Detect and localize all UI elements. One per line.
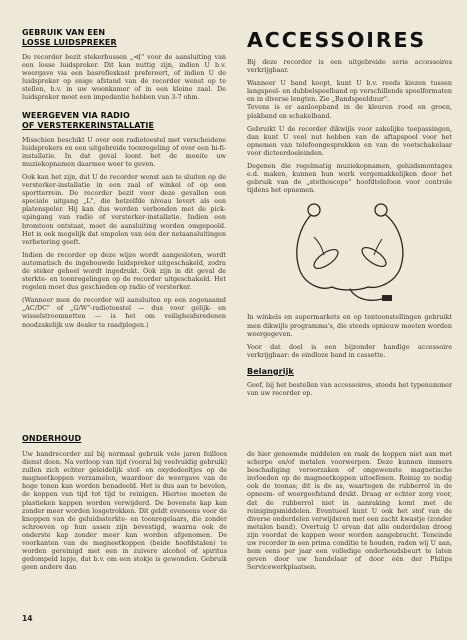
paragraph: Gebruikt U de recorder dikwijls voor zakelijke toepassingen, dan kunt U veel nut hebben van de aftapspoel voor het opnemen van telefoongesprekken en van de voetschakelaar voor dicteerdoeleinden. xyxy=(247,124,452,157)
paragraph: De recorder bezit stekerbussen „⊲[" voor de aansluiting van een losse luidspreker. Dit kan nuttig zijn, indien U b.v. weergave via een basreflexkast prefereert, of indien U de luidspreker op enige afstand van de recorder wenst op te stellen, b.v. in uw woonkamer of in een kleine zaal. De luidspreker moet een impedantie hebben van 3-7 ohm. xyxy=(22,53,226,102)
onderhoud-section xyxy=(22,434,452,576)
paragraph: Degenen die regelmatig muziekopnamen, geluidsmontages e.d. maken, kunnen hun werk vergemakkelijken door het gebruik van de „stethoscope" hoofdtelefoon voor controle tijdens het opnemen. xyxy=(247,162,452,195)
section-title-line: GEBRUIK VAN EEN xyxy=(22,28,106,37)
section-title-radio xyxy=(22,111,226,131)
onderhoud-column-left xyxy=(22,450,227,576)
paragraph: Geef, bij het bestellen van accessoires, steeds het typenummer van uw recorder op. xyxy=(247,380,452,397)
page-number: 14 xyxy=(22,614,33,623)
section-title-line: OF VERSTERKERINSTALLATIE xyxy=(22,120,155,130)
paragraph: de hier genoemde middelen en raak de koppen niet aan met scherpe en/of metalen voorwerpen. Deze kunnen immers beschadiging veroorzaken of ongewenste magnetische invloeden op de magneetkoppen uitoefenen. Reinig zo nodig ook de toonas; dit is de as, waartegen de rubberrol in de opneem- of weergeefstand drukt. Draag er echter zorg voor, dat de rubberrol niet in aanraking komt met de reinigingsmiddelen. Eventueel kunt U ook het stof van de diverse onderdelen verwijderen met een zacht kwastje (zonder metalen band). Overtuig U ervan dat alle onderdelen droog zijn voordat de kappen weer worden aangebracht. Teneinde uw recorder in een prima conditie te houden, raden wij U aan, hem eens per jaar een volledige onderhoudsbeurt te laten geven door uw handelaar of door één der Philips Servicewerkplaatsen. xyxy=(247,450,452,572)
paragraph: Tevens is er aanloopband in de kleuren rood en groen, plakband en schakelband. xyxy=(247,103,452,120)
paragraph: (Wanneer men de recorder wil aansluiten op een zogenaamd „AC/DC" of „G/W"-radiotoestel — dus voor gelijk- en wisselstroomnetten — is het om veiligheidsredenen noodzakelijk uw dealer te raadplegen.) xyxy=(22,296,226,329)
section-title-line: WEERGEVEN VIA RADIO xyxy=(22,110,130,120)
section-title-line: LOSSE LUIDSPREKER xyxy=(22,38,117,47)
paragraph: Voor dat doel is een bijzonder handige accessoire verkrijgbaar: de eindloze band in cassette. xyxy=(247,342,452,359)
paragraph: Wanneer U band koopt, kunt U b.v. reeds kiezen tussen langspeel- en dubbelspeelband op verschillende spoelformaten en in diverse lengten. Zie „Bandspeelduur". xyxy=(247,79,452,104)
onderhoud-column-right xyxy=(247,450,452,576)
paragraph: In winkels en supermarkets en op tentoonstellingen gebruikt men dikwijls programma's, die steeds opnieuw moeten worden weergegeven. xyxy=(247,313,452,338)
heading-text: ONDERHOUD xyxy=(22,434,82,443)
paragraph: Uw bandrecorder zal bij normaal gebruik vele jaren feilloos dienst doen. Na verloop van tijd (vooral bij veelvuldig gebruik) zullen zich echter geleidelijk stof- en oxydedeeltjes op de magneetkoppen verzamelen, waardoor de weergave van de hoge tonen kan worden benadeeld. Het is dus aan te bevelen, de koppen van tijd tot tijd te reinigen. Hiertoe moeten de plastieken kappen worden verwijderd. De bovenste kap kan zonder meer worden losgetrokken. Dit geldt eveneens voor de knoppen van de geluidssterkte- en toonregelaars, die zonder schroeven op hun assen zijn bevestigd, waarna ook de onderste kap zonder meer kan worden afgenomen. De voorkanten van de magneetkoppen (beide hoofdstalen) te worden gereinigd met een in zuivere alcohol of spiritus gedompeld lapje, dat b.v. om een stokje is gewonden. Gebruik geen andere dan xyxy=(22,450,227,572)
paragraph: Misschien beschikt U over een radiotoestel met verscheidene luidsprekers en een uitgebreide toonregeling of over een hi-fi-installatie. In dat geval loont het de moeite uw muziekopnamen daarmee weer te geven. xyxy=(22,135,226,168)
paragraph: Ook kan het zijn, dat U de recorder wenst aan te sluiten op de versterker-installatie in een zaal of winkel of op een sportterrein. De recorder bezit voor deze gevallen een speciale uitgang „L", die hetzelfde niveau levert als een platenspeler. Hij kan dus worden verbonden met de pick-upingang van radio of versterker-installatie. Indien een bromtoon ontstaat, moet de aansluiting worden omgepoold. Het is ook mogelijk dat ompolen van één der netaansluitingen verbetering geeft. xyxy=(22,172,226,246)
left-column xyxy=(22,28,226,334)
paragraph: Indien de recorder op deze wijze wordt aangesloten, wordt automatisch de ingebouwde luidspreker uitgeschakeld, zodra de steker geheel wordt ingedrukt. Ook zijn in dit geval de sterkte- en toonregelingen op de recorder uitgeschakeld. Het regelen moet dus geschieden op radio of versterker. xyxy=(22,250,226,292)
belangrijk-heading xyxy=(247,367,452,377)
right-column xyxy=(247,28,452,402)
heading-text: Belangrijk xyxy=(247,366,294,376)
section-title-loudspeaker xyxy=(22,28,226,48)
onderhoud-title xyxy=(22,434,452,444)
accessoires-title: ACCESSOIRES xyxy=(247,28,427,52)
stethoscope-headphone-illustration xyxy=(270,199,430,309)
onderhoud-columns xyxy=(22,450,452,576)
paragraph: Bij deze recorder is een uitgebreide serie accessoires verkrijgbaar. xyxy=(247,58,452,75)
